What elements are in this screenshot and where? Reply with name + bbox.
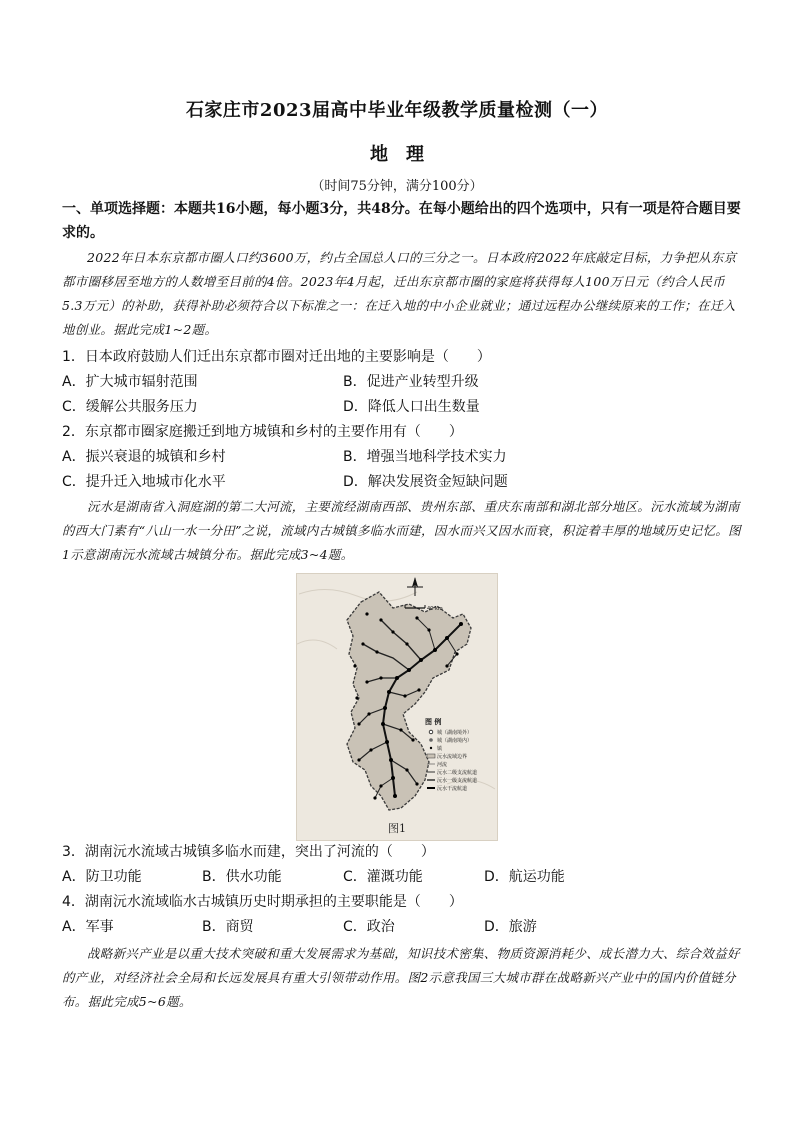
passage-1: 2022年日本东京都市圈人口约3600万，约占全国总人口的三分之一。日本政府2022年底敲定目标，力争把从东京都市圈移居至地方的人数增至目前的4倍。2023年4月起，迁出东京都市圈的家庭将获得每人100万日元（约合人民币5.3万元）的补助，获得补助必须符合以下标准之一：在迁入地的中小企业就业；通过远程办公继续原来的工作；在迁入地创业。据此完成1~2题。 [62,250,737,337]
legend-title: 图 例 [425,718,442,726]
question-1-stem: 1．日本政府鼓励人们迁出东京都市圈对迁出地的主要影响是（ ） [62,349,491,365]
legend-item: 沅水一级支流航道 [437,778,478,784]
legend-item: 城（湖南境外） [437,730,473,736]
legend-item: 沅水二级支流航道 [437,770,478,776]
scale-label: 40 km [427,606,443,612]
question-4-stem: 4．湖南沅水流域临水古城镇历史时期承担的主要职能是（ ） [62,894,463,910]
passage-3: 战略新兴产业是以重大技术突破和重大发展需求为基础，知识技术密集、物质资源消耗少、成长潜力大、综合效益好的产业，对经济社会全局和长远发展具有重大引领带动作用。图2示意我国三大城市群在战略新兴产业中的国内价值链分布。据此完成5~6题。 [62,946,740,1009]
section-heading: 一、单项选择题：本题共16小题，每小题3分，共48分。在每小题给出的四个选项中，只有一项是符合题目要求的。 [62,201,741,241]
q2-option-a[interactable]: A．振兴衰退的城镇和乡村 [62,449,226,465]
yuan-river-basin-map [297,574,497,840]
q4-option-a[interactable]: A．军事 [62,919,114,935]
q3-option-a[interactable]: A．防卫功能 [62,869,142,885]
q2-option-c[interactable]: C．提升迁入地城市化水平 [62,474,226,490]
q3-option-c[interactable]: C．灌溉功能 [343,869,423,885]
legend-item: 城（湖南境内） [437,738,473,744]
legend-item: 镇 [437,746,443,752]
q1-option-b[interactable]: B．促进产业转型升级 [343,374,479,390]
north-arrow-icon [407,577,423,596]
legend-item: 河流 [437,762,448,768]
q4-option-d[interactable]: D．旅游 [484,919,537,935]
q4-option-b[interactable]: B．商贸 [202,919,254,935]
question-3-stem: 3．湖南沅水流域古城镇多临水而建，突出了河流的（ ） [62,844,435,860]
question-2-stem: 2．东京都市圈家庭搬迁到地方城镇和乡村的主要作用有（ ） [62,424,463,440]
time-info: （时间75分钟，满分100分） [311,179,483,194]
q2-option-b[interactable]: B．增强当地科学技术实力 [343,449,507,465]
q1-option-c[interactable]: C．缓解公共服务压力 [62,399,198,415]
q3-option-b[interactable]: B．供水功能 [202,869,282,885]
passage-2: 沅水是湖南省入洞庭湖的第二大河流，主要流经湖南西部、贵州东部、重庆东南部和湖北部分地区。沅水流域为湖南的西大门素有“八山一水一分田”之说，流域内古城镇多临水而建，因水而兴又因水而衰，积淀着丰厚的地域历史记忆。图1示意湖南沅水流域古城镇分布。据此完成3~4题。 [62,499,741,562]
map-legend [425,717,477,792]
legend-item: 沅水流域边界 [437,754,468,760]
q1-option-d[interactable]: D．降低人口出生数量 [343,399,480,415]
q1-option-a[interactable]: A．扩大城市辐射范围 [62,374,198,390]
figure-1-map [296,573,498,841]
q3-option-d[interactable]: D．航运功能 [484,869,565,885]
subject-title: 地理 [370,144,442,165]
exam-title: 石家庄市2023届高中毕业年级教学质量检测（一） [185,100,609,121]
q2-option-d[interactable]: D．解决发展资金短缺问题 [343,474,508,490]
legend-item: 沅水干流航道 [437,786,468,792]
q4-option-c[interactable]: C．政治 [343,919,395,935]
figure-1-caption: 图1 [388,822,406,835]
